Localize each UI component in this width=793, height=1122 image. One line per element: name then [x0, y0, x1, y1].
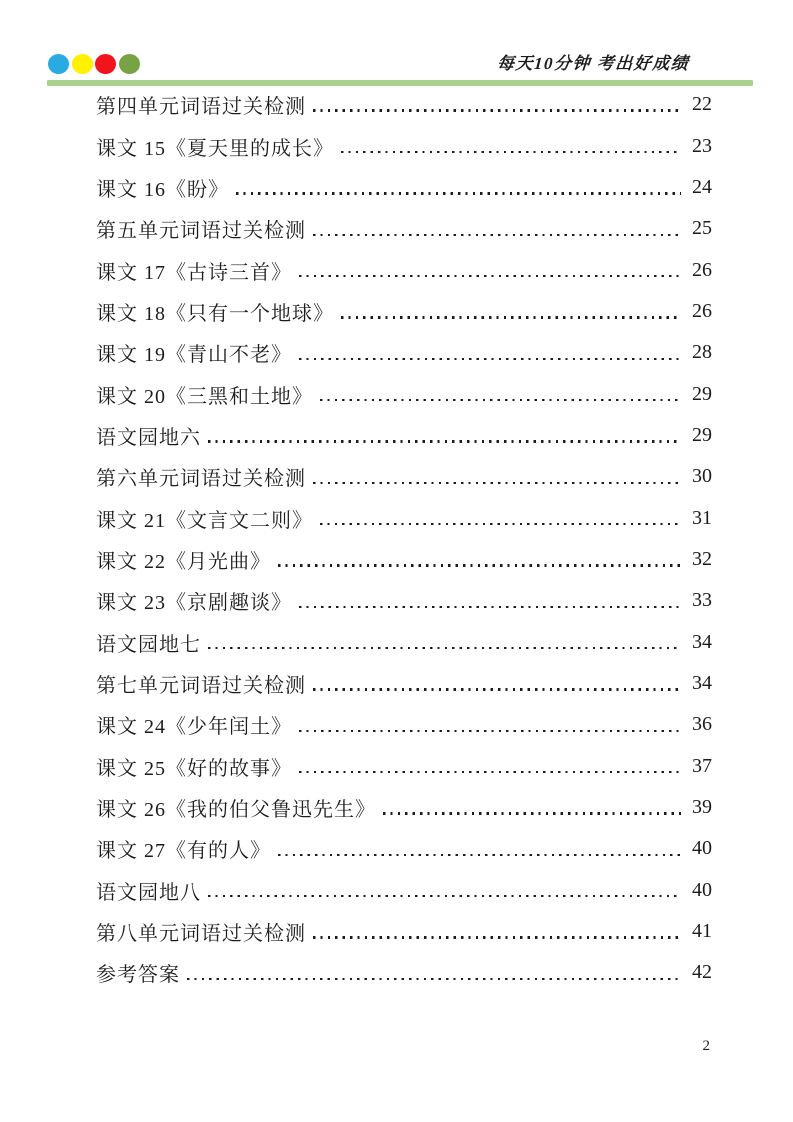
- toc-dot-leader: [208, 647, 681, 649]
- toc-entry-page: 41: [692, 920, 712, 943]
- toc-dot-leader: [278, 854, 681, 856]
- toc-entry-page: 29: [692, 382, 712, 405]
- toc-entry-title: 课文 23《京剧趣谈》: [96, 592, 292, 615]
- toc-dot-leader: [236, 192, 681, 194]
- toc-entry-page: 31: [692, 506, 712, 529]
- toc-row: [96, 580, 712, 621]
- toc-entry-title: 课文 20《三黑和土地》: [96, 385, 313, 408]
- toc-row: [96, 167, 712, 208]
- page-number: 2: [702, 1038, 710, 1054]
- toc-row: [96, 952, 712, 993]
- toc-entry-page: 30: [692, 465, 712, 488]
- toc-dot-leader: [313, 234, 681, 236]
- toc-row: [96, 249, 712, 290]
- toc-row: [96, 373, 712, 414]
- toc-entry-page: 26: [692, 258, 712, 281]
- toc-entry-page: 33: [692, 589, 712, 612]
- toc-row: [96, 497, 712, 538]
- header-slogan: 每天10分钟 考出好成绩: [496, 54, 690, 73]
- toc-entry-title: 课文 21《文言文二则》: [96, 509, 313, 532]
- toc-row: [96, 663, 712, 704]
- toc-dot-leader: [299, 771, 681, 773]
- toc-entry-title: 第四单元词语过关检测: [96, 96, 306, 119]
- red-dot-icon: [95, 54, 116, 74]
- toc-row: [96, 870, 712, 911]
- toc-entry-title: 课文 17《古诗三首》: [96, 261, 292, 284]
- toc-row: [96, 456, 712, 497]
- green-dot-icon: [119, 54, 140, 74]
- toc-entry-title: 第五单元词语过关检测: [96, 220, 306, 243]
- toc-row: [96, 208, 712, 249]
- toc-dot-leader: [313, 109, 681, 111]
- toc-entry-page: 23: [692, 134, 712, 157]
- toc-entry-title: 第六单元词语过关检测: [96, 468, 306, 491]
- toc-entry-title: 课文 18《只有一个地球》: [96, 302, 334, 325]
- toc-entry-page: 26: [692, 299, 712, 322]
- toc-dot-leader: [208, 440, 681, 442]
- toc-row: [96, 704, 712, 745]
- toc-entry-title: 语文园地七: [96, 633, 201, 656]
- toc-entry-title: 课文 25《好的故事》: [96, 757, 292, 780]
- toc-entry-page: 40: [692, 837, 712, 860]
- toc-dot-leader: [208, 895, 681, 897]
- toc-entry-page: 36: [692, 713, 712, 736]
- header-dots: [48, 54, 140, 74]
- toc-dot-leader: [320, 399, 681, 401]
- toc-entry-title: 第八单元词语过关检测: [96, 923, 306, 946]
- toc-dot-leader: [341, 151, 681, 153]
- toc-dot-leader: [187, 978, 681, 980]
- toc-dot-leader: [383, 812, 681, 814]
- toc-entry-title: 课文 19《青山不老》: [96, 344, 292, 367]
- toc-entry-title: 课文 16《盼》: [96, 178, 229, 201]
- toc-dot-leader: [299, 730, 681, 732]
- toc-entry-title: 第七单元词语过关检测: [96, 674, 306, 697]
- toc-row: [96, 415, 712, 456]
- toc-entry-page: 24: [692, 175, 712, 198]
- toc-row: [96, 125, 712, 166]
- toc-row: [96, 911, 712, 952]
- toc-entry-title: 课文 15《夏天里的成长》: [96, 137, 334, 160]
- toc-entry-title: 课文 24《少年闰土》: [96, 716, 292, 739]
- toc-dot-leader: [341, 316, 681, 318]
- toc-entry-page: 34: [692, 630, 712, 653]
- toc-entry-page: 42: [692, 961, 712, 984]
- toc-row: [96, 787, 712, 828]
- toc-dot-leader: [299, 606, 681, 608]
- toc-row: [96, 828, 712, 869]
- toc-row: [96, 746, 712, 787]
- toc-entry-title: 课文 22《月光曲》: [96, 550, 271, 573]
- toc-dot-leader: [313, 482, 681, 484]
- toc-row: [96, 332, 712, 373]
- toc-entry-page: 22: [692, 93, 712, 116]
- toc-dot-leader: [299, 358, 681, 360]
- toc-list: [96, 84, 712, 994]
- toc-row: [96, 621, 712, 662]
- toc-row: [96, 291, 712, 332]
- toc-entry-title: 课文 26《我的伯父鲁迅先生》: [96, 799, 376, 822]
- toc-entry-page: 39: [692, 796, 712, 819]
- yellow-dot-icon: [72, 54, 93, 74]
- toc-entry-title: 语文园地六: [96, 426, 201, 449]
- toc-entry-title: 课文 27《有的人》: [96, 840, 271, 863]
- toc-entry-page: 34: [692, 671, 712, 694]
- toc-entry-title: 参考答案: [96, 964, 180, 987]
- toc-dot-leader: [313, 688, 681, 690]
- toc-entry-page: 40: [692, 878, 712, 901]
- toc-entry-page: 32: [692, 547, 712, 570]
- toc-entry-title: 语文园地八: [96, 881, 201, 904]
- toc-row: [96, 84, 712, 125]
- toc-entry-page: 29: [692, 423, 712, 446]
- toc-row: [96, 539, 712, 580]
- toc-dot-leader: [320, 523, 681, 525]
- blue-dot-icon: [48, 54, 69, 74]
- toc-dot-leader: [299, 275, 681, 277]
- toc-entry-page: 37: [692, 754, 712, 777]
- toc-dot-leader: [278, 564, 681, 566]
- toc-entry-page: 25: [692, 217, 712, 240]
- toc-dot-leader: [313, 936, 681, 938]
- toc-entry-page: 28: [692, 341, 712, 364]
